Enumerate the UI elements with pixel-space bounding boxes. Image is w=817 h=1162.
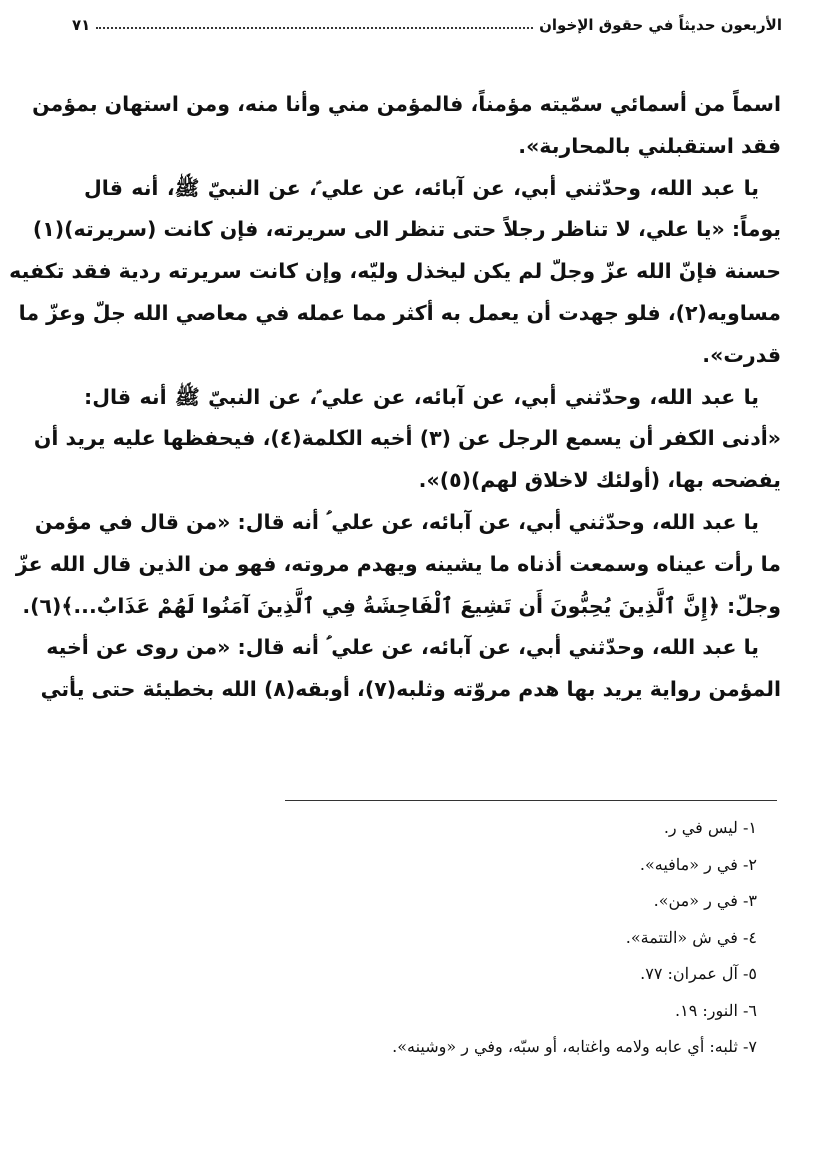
text-line: ما رأت عيناه وسمعت أذناه ما يشينه ويهدم مروته، فهو من الذين قال الله عزّ bbox=[15, 551, 781, 576]
text-line: يا عبد الله، وحدّثني أبي، عن آبائه، عن علي ؑ أنه قال: «من روى عن أخيه bbox=[46, 635, 759, 660]
text-line: مساويه(٢)، فلو جهدت أن يعمل به أكثر مما عمله في معاصي الله جلّ وعزّ ما bbox=[18, 300, 781, 325]
text-line: اسماً من أسمائي سمّيته مؤمناً، فالمؤمن مني وأنا منه، ومن استهان بمؤمن bbox=[32, 92, 781, 116]
page-number: ٧١ bbox=[72, 16, 91, 34]
text-line: فقد استقبلني بالمحاربة». bbox=[518, 133, 781, 158]
text-line: يا عبد الله، وحدّثني أبي، عن آبائه، عن علي ؑ، عن النبيّ ﷺ، أنه قال bbox=[84, 175, 759, 200]
footnotes bbox=[392, 810, 757, 1066]
text-line: قدرت». bbox=[702, 342, 781, 367]
main-text bbox=[9, 84, 781, 711]
footnote: ٣- في ر «من». bbox=[653, 891, 757, 910]
text-line: يفضحه بها، (أولئك لاخلاق لهم)(٥)». bbox=[418, 468, 781, 493]
footnote: ٦- النور: ١٩. bbox=[675, 1000, 757, 1020]
text-line: «أدنى الكفر أن يسمع الرجل عن (٣) أخيه الكلمة(٤)، فيحفظها عليه يريد أن bbox=[33, 426, 781, 451]
footnote: ٧- ثلبه: أي عابه ولامه واغتابه، أو سبّه، وفي ر «وشينه». bbox=[392, 1037, 757, 1056]
text-line: المؤمن رواية يريد بها هدم مروّته وثلبه(٧)، أوبقه(٨) الله بخطيئة حتى يأتي bbox=[40, 677, 781, 702]
text-line: حسنة فإنّ الله عزّ وجلّ لم يكن ليخذل وليّه، وإن كانت سريرته ردية فقد تكفيه bbox=[9, 259, 781, 284]
quran-verse-line: وجلّ: ﴿إِنَّ ٱلَّذِينَ يُحِبُّونَ أَن تَشِيعَ ٱلْفَاحِشَةُ فِي ٱلَّذِينَ آمَنُوا لَهُمْ عَذَابٌ...﴾(٦). bbox=[22, 593, 781, 618]
running-header bbox=[72, 8, 782, 34]
text-line: يا عبد الله، وحدّثني أبي، عن آبائه، عن علي ؑ أنه قال: «من قال في مؤمن bbox=[34, 509, 759, 534]
footnote-divider bbox=[285, 800, 777, 801]
footnote: ٤- في ش «التتمة». bbox=[625, 927, 757, 947]
footnote: ١- ليس في ر. bbox=[663, 818, 757, 837]
header-dot-leader bbox=[96, 27, 533, 29]
footnote: ٢- في ر «مافيه». bbox=[639, 854, 757, 874]
book-title: الأربعون حديثاً في حقوق الإخوان bbox=[539, 16, 782, 34]
text-line: يوماً: «يا علي، لا تناظر رجلاً حتى تنظر الى سريرته، فإن كانت (سريرته)(١) bbox=[32, 217, 781, 242]
footnote: ٥- آل عمران: ٧٧. bbox=[640, 964, 757, 983]
text-line: يا عبد الله، وحدّثني أبي، عن آبائه، عن علي ؑ، عن النبيّ ﷺ أنه قال: bbox=[84, 384, 759, 409]
